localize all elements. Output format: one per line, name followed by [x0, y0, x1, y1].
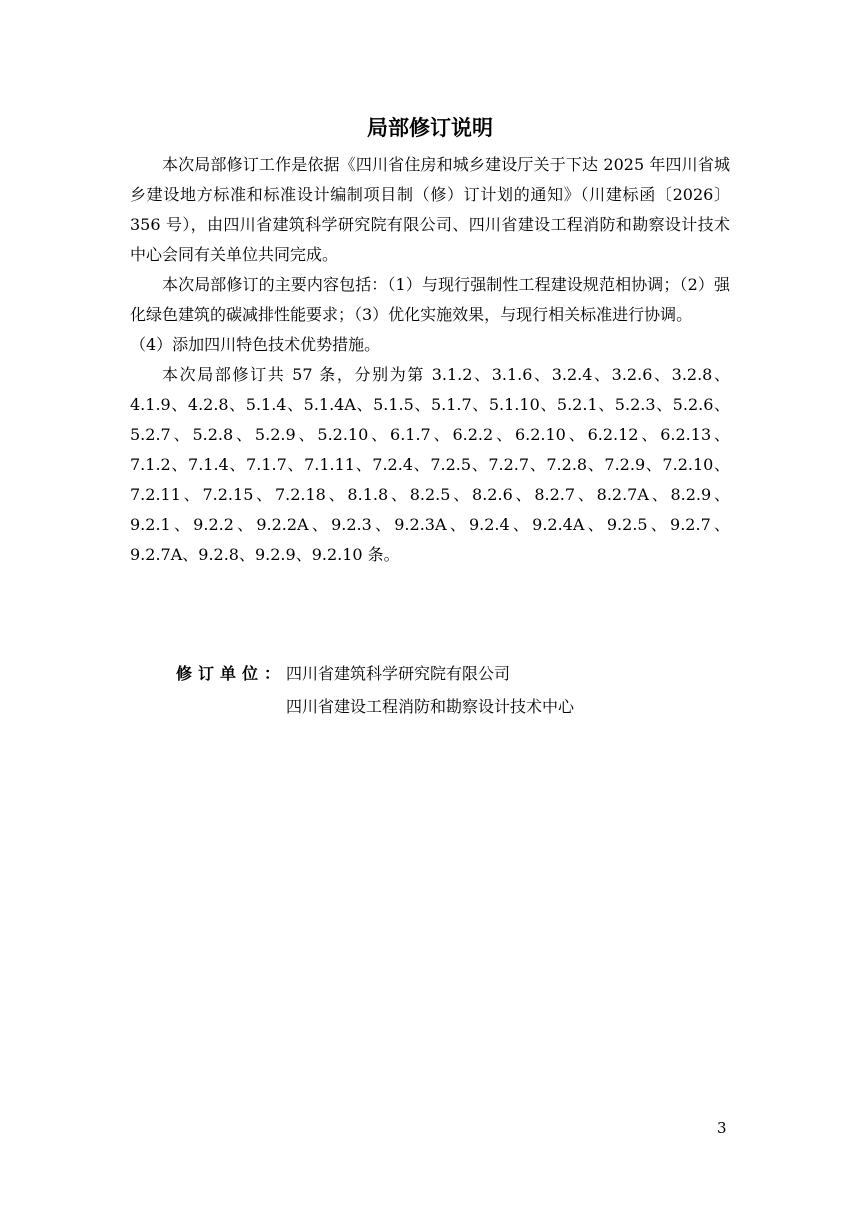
revision-unit-row [176, 660, 510, 688]
revision-unit-2: 四川省建设工程消防和勘察设计技术中心 [286, 697, 575, 716]
page-title: 局部修订说明 [367, 116, 493, 140]
revision-unit-label: 修订单位： [176, 664, 287, 683]
paragraph-clause-list: 本次局部修订共 57 条，分别为第 3.1.2、3.1.6、3.2.4、3.2.6、3.2.8、4.1.9、4.2.8、5.1.4、5.1.4A、5.1.5、5.1.7、5.1.10、5.2.1、5.2.3、5.2.6、5.2.7、5.2.8、5.2.9、5.2.10、6.1.7、6.2.2、6.2.10、6.2.12、6.2.13、7.1.2、7.1.4、7.1.7、7.1.11、7.2.4、7.2.5、7.2.7、7.2.8、7.2.9、7.2.10、7.2.11、7.2.15、7.2.18、8.1.8、8.2.5、8.2.6、8.2.7、8.2.7A、8.2.9、9.2.1、9.2.2、9.2.2A、9.2.3、9.2.3A、9.2.4、9.2.4A、9.2.5、9.2.7、9.2.7A、9.2.8、9.2.9、9.2.10 条。 [130, 365, 730, 564]
page-number: 3 [717, 1119, 727, 1137]
paragraph-main-content: 本次局部修订的主要内容包括：（1）与现行强制性工程建设规范相协调；（2）强化绿色建筑的碳减排性能要求；（3）优化实施效果，与现行相关标准进行协调。 [130, 275, 730, 324]
document-body [130, 150, 730, 570]
paragraph-item-4: （4）添加四川特色技术优势措施。 [130, 335, 381, 354]
revision-unit-1: 四川省建筑科学研究院有限公司 [286, 664, 511, 683]
paragraph-basis: 本次局部修订工作是依据《四川省住房和城乡建设厅关于下达 2025 年四川省城乡建设地方标准和标准设计编制项目制（修）订计划的通知》（川建标函〔2026〕356 号），由四川省建筑科学研究院有限公司、四川省建设工程消防和勘察设计技术中心会同有关单位共同完成。 [130, 155, 730, 264]
